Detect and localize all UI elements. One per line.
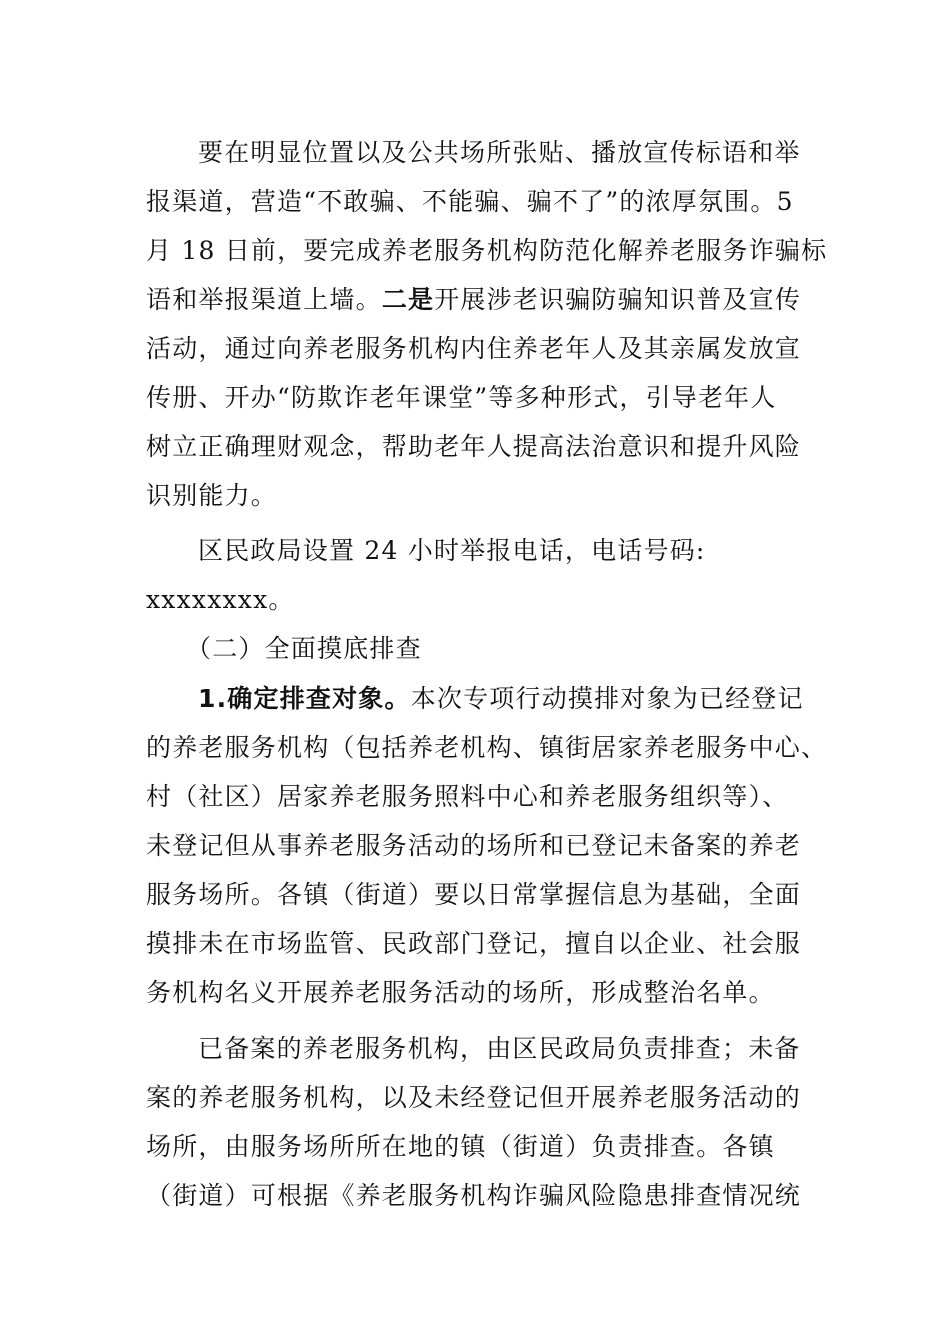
- paragraph-2-line-1: 区民政局设置 24 小时举报电话，电话号码:: [198, 536, 706, 565]
- paragraph-4-line-3: 场所，由服务场所所在地的镇（街道）负责排查。各镇: [146, 1132, 775, 1161]
- bold-lead-item-1: 1.确定排查对象。: [198, 684, 411, 713]
- paragraph-3-line-4: 未登记但从事养老服务活动的场所和已登记未备案的养老: [146, 831, 802, 860]
- bold-lead-two: 二是: [381, 285, 435, 314]
- paragraph-3: [146, 674, 828, 1017]
- paragraph-3-line-5: 服务场所。各镇（街道）要以日常掌握信息为基础，全面: [146, 880, 802, 909]
- paragraph-3-line-1-rest: 本次专项行动摸排对象为已经登记: [410, 684, 804, 713]
- paragraph-2-line-2: xxxxxxxx。: [146, 585, 295, 614]
- section-heading-block: [146, 624, 806, 673]
- paragraph-3-line-7: 务机构名义开展养老服务活动的场所，形成整治名单。: [146, 978, 775, 1007]
- paragraph-1-line-4-rest: 开展涉老识骗防骗知识普及宣传: [434, 285, 802, 314]
- paragraph-1-line-4-start: 语和举报渠道上墙。: [146, 285, 382, 314]
- section-heading: （二）全面摸底排查: [186, 634, 422, 663]
- paragraph-3-line-1: [146, 674, 806, 723]
- paragraph-4-line-1: 已备案的养老服务机构，由区民政局负责排查；未备: [198, 1034, 801, 1063]
- paragraph-2: [146, 526, 806, 624]
- paragraph-1-line-1: 要在明显位置以及公共场所张贴、播放宣传标语和举: [198, 138, 801, 167]
- paragraph-4: [146, 1024, 806, 1220]
- paragraph-3-line-6: 摸排未在市场监管、民政部门登记，擅自以企业、社会服: [146, 929, 802, 958]
- paragraph-1: [146, 128, 828, 520]
- paragraph-1-line-7: 树立正确理财观念，帮助老年人提高法治意识和提升风险: [146, 432, 802, 461]
- paragraph-1-line-4: [146, 275, 806, 324]
- paragraph-1-line-6: 传册、开办“防欺诈老年课堂”等多种形式，引导老年人: [146, 383, 777, 412]
- paragraph-4-line-2: 案的养老服务机构，以及未经登记但开展养老服务活动的: [146, 1083, 802, 1112]
- paragraph-1-line-2: 报渠道，营造“不敢骗、不能骗、骗不了”的浓厚氛围。5: [146, 187, 794, 216]
- paragraph-1-line-5: 活动，通过向养老服务机构内住养老年人及其亲属发放宣: [146, 334, 802, 363]
- paragraph-1-line-8: 识别能力。: [146, 481, 278, 510]
- paragraph-4-line-4: （街道）可根据《养老服务机构诈骗风险隐患排查情况统: [146, 1181, 802, 1210]
- paragraph-1-line-3: 月 18 日前，要完成养老服务机构防范化解养老服务诈骗标: [146, 236, 828, 265]
- paragraph-3-line-2: 的养老服务机构（包括养老机构、镇街居家养老服务中心、: [146, 733, 828, 762]
- paragraph-3-line-3: 村（社区）居家养老服务照料中心和养老服务组织等）、: [146, 782, 789, 811]
